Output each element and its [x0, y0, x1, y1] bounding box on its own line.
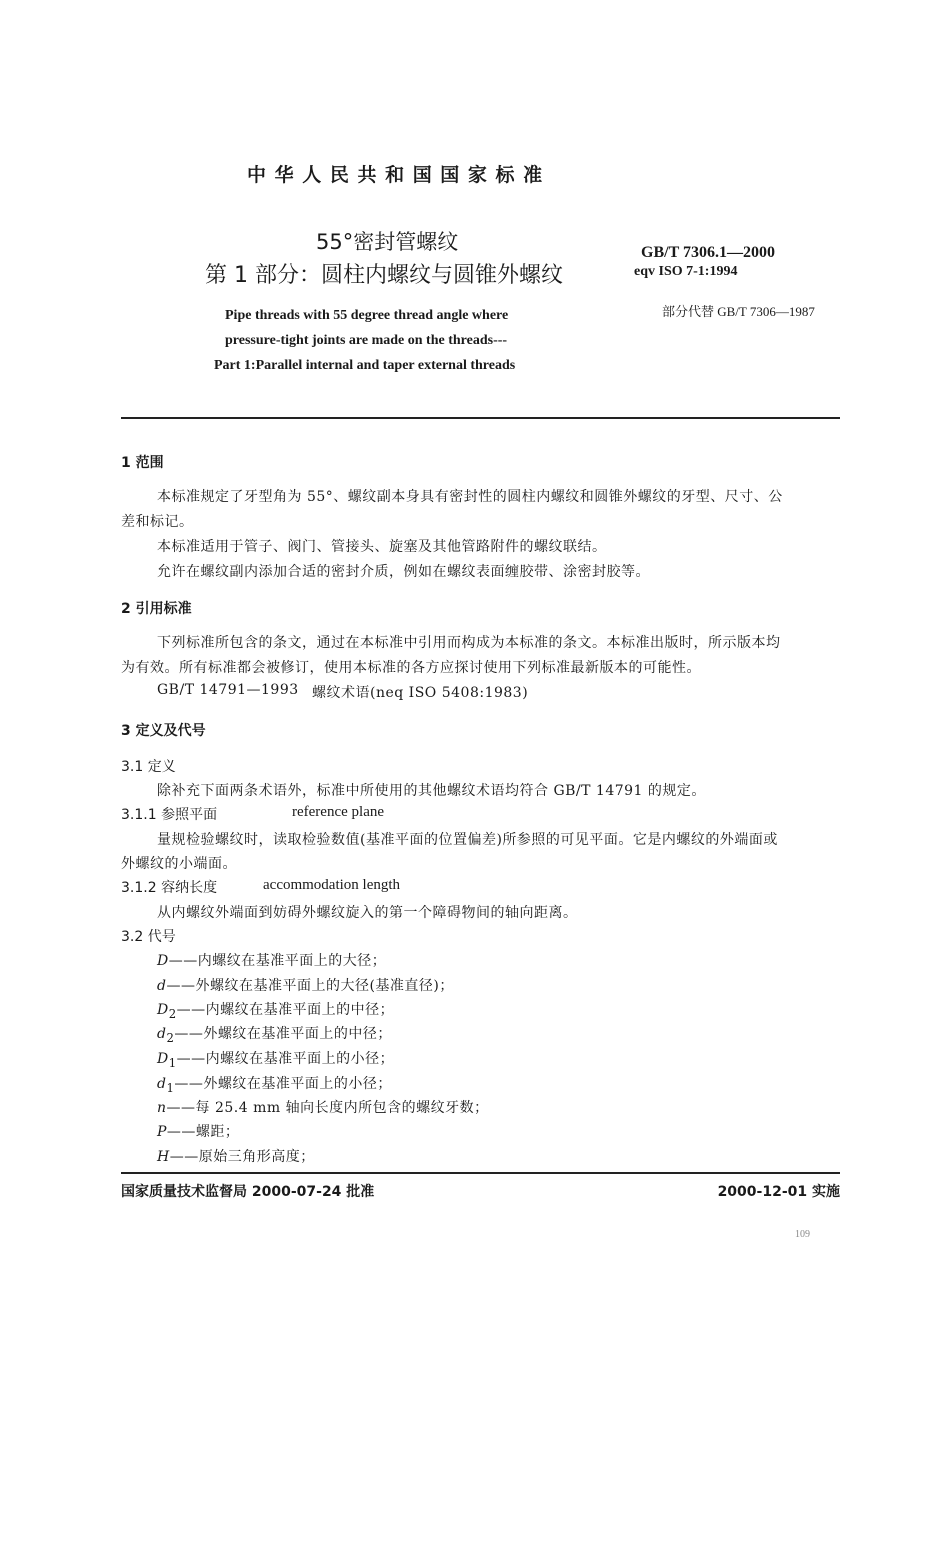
standard-number: GB/T 7306.1—2000 [641, 244, 775, 261]
section-3-1-2-heading: 3.1.2 容纳长度 [121, 880, 218, 896]
reference-standard-title: 螺纹术语(neq ISO 5408:1983) [312, 685, 529, 701]
symbol-row: n——每 25.4 mm 轴向长度内所包含的螺纹牙数； [157, 1100, 489, 1116]
symbol-row: d——外螺纹在基准平面上的大径(基准直径)； [157, 978, 454, 994]
section-2-paragraph-line-2: 为有效。所有标准都会被修订，使用本标准的各方应探讨使用下列标准最新版本的可能性。 [121, 660, 701, 676]
section-3-1-heading: 3.1 定义 [121, 759, 176, 775]
footer-divider [121, 1172, 840, 1174]
symbol-row: H——原始三角形高度； [157, 1149, 315, 1165]
section-3-heading: 3 定义及代号 [121, 723, 206, 739]
section-1-heading: 1 范围 [121, 455, 164, 471]
section-3-1-1-heading: 3.1.1 参照平面 [121, 807, 218, 823]
replaces-standard: 部分代替 GB/T 7306—1987 [662, 304, 815, 319]
iso-equivalence: eqv ISO 7-1:1994 [634, 264, 738, 279]
section-3-1-paragraph: 除补充下面两条术语外，标准中所使用的其他螺纹术语均符合 GB/T 14791 的规定。 [157, 783, 706, 799]
section-3-1-2-english-term: accommodation length [263, 877, 401, 893]
page-number: 109 [795, 1229, 810, 1240]
approval-date: 国家质量技术监督局 2000-07-24 批准 [121, 1184, 375, 1200]
symbol-row: D——内螺纹在基准平面上的大径； [157, 953, 387, 969]
reference-standard-code: GB/T 14791—1993 [157, 682, 299, 698]
section-3-1-2-paragraph: 从内螺纹外端面到妨碍外螺纹旋入的第一个障碍物间的轴向距离。 [157, 905, 578, 921]
english-title-line-1: Pipe threads with 55 degree thread angle where [225, 308, 509, 323]
section-1-paragraph-2: 本标准适用于管子、阀门、管接头、旋塞及其他管路附件的螺纹联结。 [157, 539, 607, 555]
section-3-1-1-paragraph-line-2: 外螺纹的小端面。 [121, 856, 237, 872]
symbol-row: $D_1——$内螺纹在基准平面上的小径； [157, 1051, 395, 1070]
section-3-1-1-paragraph-line-1: 量规检验螺纹时，读取检验数值(基准平面的位置偏差)所参照的可见平面。它是内螺纹的外端面或 [157, 832, 778, 848]
section-1-paragraph-1-line-1: 本标准规定了牙型角为 55°、螺纹副本身具有密封性的圆柱内螺纹和圆锥外螺纹的牙型、尺寸、公 [157, 489, 783, 505]
national-standard-heading: 中 华 人 民 共 和 国 国 家 标 准 [247, 164, 544, 186]
symbol-row: $D_2——$内螺纹在基准平面上的中径； [157, 1002, 395, 1021]
title-line-1: 55°密封管螺纹 [316, 230, 459, 254]
english-title-line-3: Part 1:Parallel internal and taper external threads [214, 358, 516, 373]
title-line-2: 第 1 部分：圆柱内螺纹与圆锥外螺纹 [205, 263, 563, 288]
implementation-date: 2000-12-01 实施 [717, 1184, 840, 1200]
section-3-2-heading: 3.2 代号 [121, 929, 176, 945]
english-title-line-2: pressure-tight joints are made on the threads--- [225, 333, 508, 348]
section-3-1-1-english-term: reference plane [292, 804, 385, 820]
section-2-paragraph-line-1: 下列标准所包含的条文，通过在本标准中引用而构成为本标准的条文。本标准出版时，所示版本均 [157, 635, 781, 651]
section-1-paragraph-1-line-2: 差和标记。 [121, 514, 194, 530]
symbol-row: $d_1——$外螺纹在基准平面上的小径； [157, 1076, 392, 1095]
symbol-row: P——螺距； [157, 1124, 240, 1140]
section-2-heading: 2 引用标准 [121, 601, 192, 617]
header-divider [121, 417, 840, 419]
symbol-row: $d_2——$外螺纹在基准平面上的中径； [157, 1026, 392, 1045]
section-1-paragraph-3: 允许在螺纹副内添加合适的密封介质，例如在螺纹表面缠胶带、涂密封胶等。 [157, 564, 650, 580]
